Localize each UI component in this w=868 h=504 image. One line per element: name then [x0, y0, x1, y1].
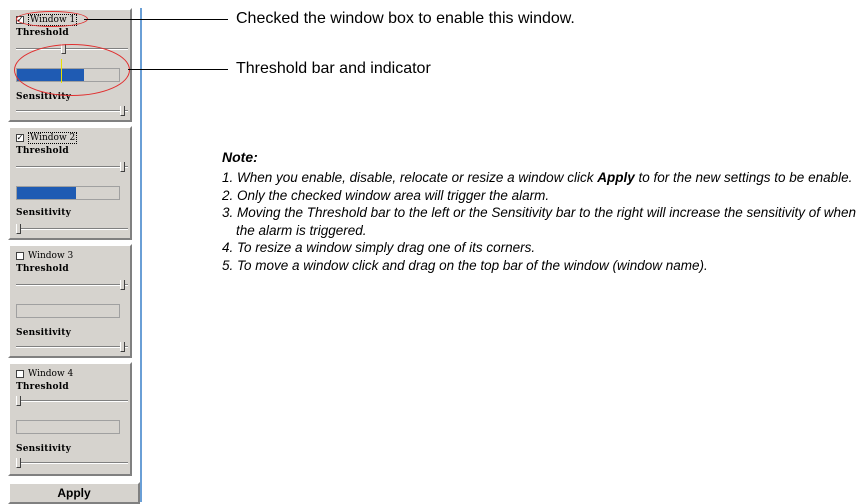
window-2-sensitivity-slider[interactable]	[16, 224, 128, 234]
window-4-sensitivity-thumb[interactable]	[16, 458, 21, 468]
window-3-group[interactable]	[8, 244, 132, 358]
window-1-sensitivity-slider[interactable]	[16, 106, 128, 116]
window-1-checkbox[interactable]: ✓	[16, 15, 24, 24]
window-1-sensitivity-label: Sensitivity	[16, 92, 72, 102]
window-2-level-bar	[16, 186, 120, 200]
window-4-checkbox[interactable]	[16, 370, 24, 378]
window-2-header[interactable]	[16, 132, 77, 144]
window-3-header[interactable]	[16, 250, 73, 262]
checkbox-callout-line	[84, 19, 228, 20]
window-2-group[interactable]	[8, 126, 132, 240]
window-3-sensitivity-slider[interactable]	[16, 342, 128, 352]
note-item: 2. Only the checked window area will trigger the alarm.	[222, 187, 550, 203]
window-3-sensitivity-thumb[interactable]	[120, 342, 125, 352]
note-item: 5. To move a window click and drag on the top bar of the window (window name).	[222, 257, 708, 273]
note-item: 4. To resize a window simply drag one of its corners.	[222, 240, 536, 255]
window-2-sensitivity-label: Sensitivity	[16, 208, 72, 218]
note-section	[222, 149, 862, 274]
window-3-checkbox[interactable]	[16, 252, 24, 260]
window-3-name: Window 3	[28, 251, 74, 261]
apply-button[interactable]: Apply	[8, 482, 140, 504]
threshold-callout-line	[128, 69, 228, 70]
window-3-level-bar	[16, 304, 120, 318]
window-2-threshold-thumb[interactable]	[120, 162, 125, 172]
window-2-name: Window 2	[30, 133, 76, 143]
window-1-threshold-label: Threshold	[16, 28, 69, 38]
window-4-threshold-slider[interactable]	[16, 396, 128, 406]
checkbox-callout-text: Checked the window box to enable this window.	[236, 10, 575, 27]
checkbox-highlight-ellipse	[16, 11, 88, 27]
window-4-sensitivity-label: Sensitivity	[16, 444, 72, 454]
window-3-sensitivity-label: Sensitivity	[16, 328, 72, 338]
window-3-threshold-thumb[interactable]	[120, 280, 125, 290]
threshold-highlight-ellipse	[14, 44, 130, 96]
note-item: 1. When you enable, disable, relocate or resize a window click Apply to for the new settings to be enable.	[222, 170, 853, 185]
threshold-callout-text: Threshold bar and indicator	[236, 60, 431, 77]
window-4-level-bar	[16, 420, 120, 434]
window-2-level-fill	[17, 187, 76, 199]
window-4-group[interactable]	[8, 362, 132, 476]
window-1-sensitivity-thumb[interactable]	[120, 106, 125, 116]
note-item: 3. Moving the Threshold bar to the left or the Sensitivity bar to the right will increase the sensitivity of when the alarm is triggered.	[222, 205, 857, 238]
window-4-threshold-label: Threshold	[16, 382, 69, 392]
window-4-name: Window 4	[28, 369, 74, 379]
note-list	[222, 169, 862, 274]
window-4-sensitivity-slider[interactable]	[16, 458, 128, 468]
window-2-checkbox[interactable]: ✓	[16, 133, 24, 142]
window-2-threshold-slider[interactable]	[16, 162, 128, 172]
window-2-sensitivity-thumb[interactable]	[16, 224, 21, 234]
note-title: Note:	[222, 149, 258, 165]
window-2-threshold-label: Threshold	[16, 146, 69, 156]
window-3-threshold-label: Threshold	[16, 264, 69, 274]
window-1-name: Window 1	[30, 15, 76, 25]
window-3-threshold-slider[interactable]	[16, 280, 128, 290]
window-4-threshold-thumb[interactable]	[16, 396, 21, 406]
window-4-header[interactable]	[16, 368, 73, 380]
